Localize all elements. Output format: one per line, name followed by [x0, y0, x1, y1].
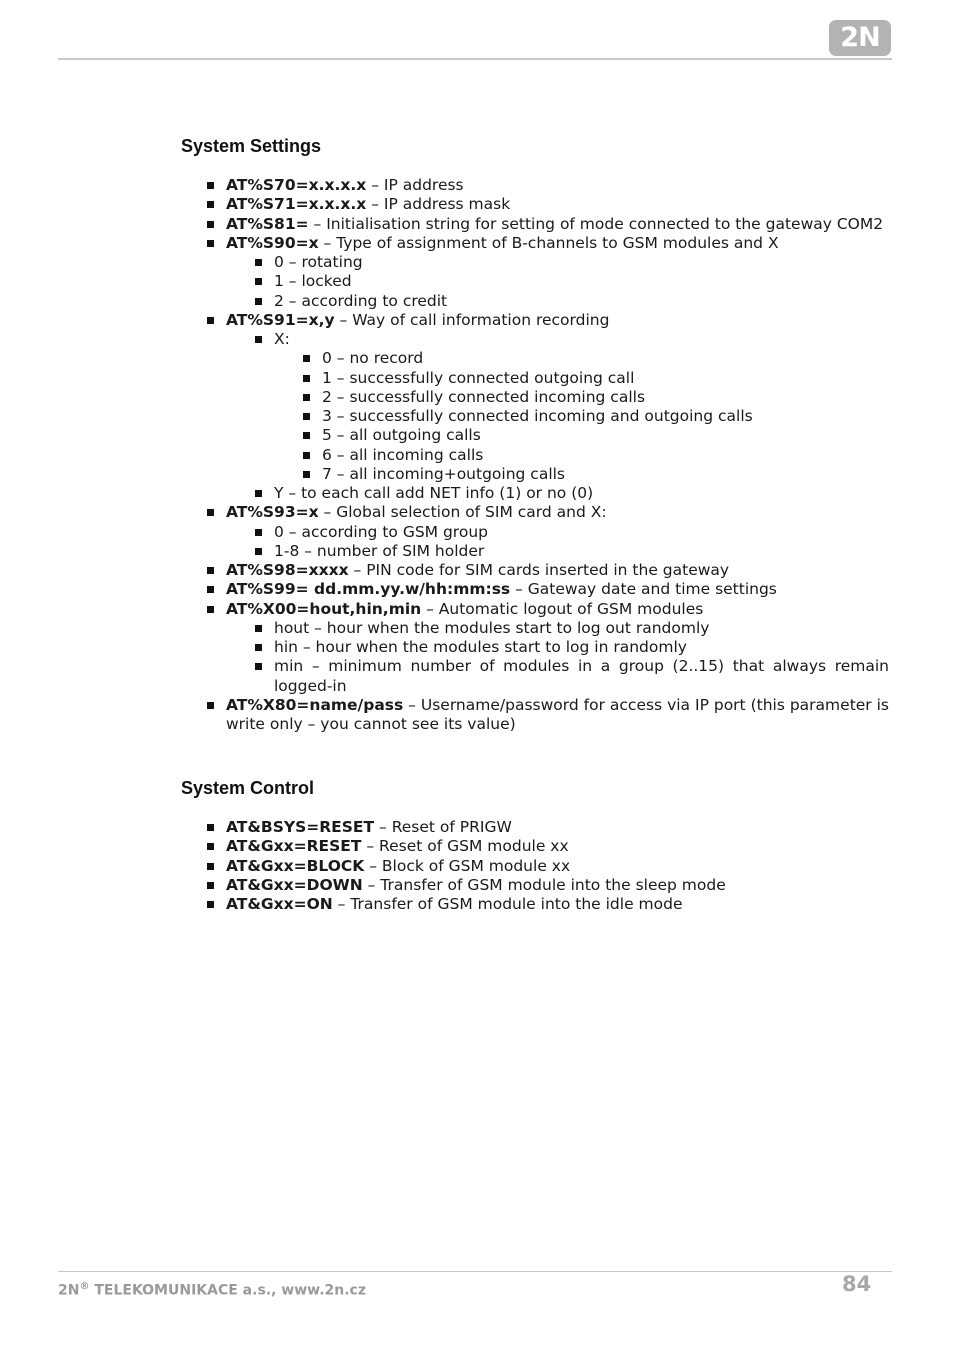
list-item — [181, 195, 889, 214]
company-logo — [829, 20, 891, 56]
bullet-icon — [207, 843, 214, 850]
page-number: 84 — [842, 1272, 872, 1296]
sub-list — [226, 619, 889, 696]
sub-list-item — [226, 330, 889, 484]
bullet-icon — [255, 490, 262, 497]
header-divider — [58, 58, 892, 60]
sub-list-item — [226, 523, 889, 542]
registered-mark: ® — [79, 1281, 90, 1292]
bullet-icon — [207, 824, 214, 831]
sub-list — [226, 253, 889, 311]
bullet-icon — [255, 278, 262, 285]
bullet-icon — [303, 394, 310, 401]
description: – Transfer of GSM module into the sleep mode — [362, 875, 726, 894]
command: AT%S99= dd.mm.yy.w/hh:mm:ss — [226, 580, 511, 599]
bullet-icon — [207, 221, 214, 228]
footer-divider — [58, 1271, 892, 1272]
sub-item-text: 1 – locked — [274, 272, 352, 291]
command: AT&Gxx=BLOCK — [226, 856, 365, 875]
sub-item-text: Y – to each call add NET info (1) or no (0) — [274, 484, 594, 502]
bullet-icon — [207, 882, 214, 889]
sub-item-text: hin – hour when the modules start to log in randomly — [274, 638, 687, 656]
command: AT%X80=name/pass — [226, 695, 404, 714]
command: AT%S98=xxxx — [226, 561, 349, 579]
sub-item-text: 2 – according to credit — [274, 291, 448, 310]
description: – Reset of GSM module xx — [361, 837, 569, 856]
bullet-icon — [303, 375, 310, 382]
bullet-icon — [255, 529, 262, 536]
list-item — [181, 176, 889, 195]
list-item — [181, 311, 889, 504]
description: – Transfer of GSM module into the idle mode — [332, 895, 683, 913]
description: – IP address — [366, 176, 464, 194]
sub-list — [226, 330, 889, 503]
nested-sub-list — [274, 349, 889, 484]
option-text: 1 – successfully connected outgoing call — [322, 368, 635, 387]
footer-company — [58, 1281, 366, 1299]
option-text: 3 – successfully connected incoming and outgoing calls — [322, 407, 753, 425]
sub-list-item — [226, 253, 889, 272]
nested-list-item — [274, 388, 889, 407]
option-text: 5 – all outgoing calls — [322, 426, 481, 445]
bullet-icon — [207, 509, 214, 516]
bullet-icon — [207, 182, 214, 189]
bullet-icon — [207, 606, 214, 613]
description: – Initialisation string for setting of mode connected to the gateway COM2 — [308, 214, 884, 233]
list-item — [181, 857, 889, 876]
sub-item-text: 0 – according to GSM group — [274, 522, 488, 541]
list-item — [181, 503, 889, 561]
system-control-list — [181, 818, 889, 914]
command: AT&Gxx=ON — [226, 895, 333, 913]
bullet-icon — [207, 901, 214, 908]
section-heading-system-control: System Control — [181, 778, 315, 798]
footer-company-rest: TELEKOMUNIKACE a.s., www.2n.cz — [89, 1282, 366, 1299]
bullet-icon — [255, 548, 262, 555]
command: AT%S90=x — [226, 233, 319, 252]
sub-list-item — [226, 484, 889, 503]
description: – PIN code for SIM cards inserted in the gateway — [348, 561, 730, 579]
bullet-icon — [207, 586, 214, 593]
bullet-icon — [303, 471, 310, 478]
description: – Automatic logout of GSM modules — [421, 599, 704, 618]
bullet-icon — [207, 201, 214, 208]
description: – Block of GSM module xx — [364, 856, 571, 875]
description: – Username/password for access via IP port (this parameter is write only – you cannot see its value) — [226, 695, 889, 733]
list-item — [181, 837, 889, 856]
bullet-icon — [207, 863, 214, 870]
description: – IP address mask — [366, 195, 511, 214]
description: – Reset of PRIGW — [374, 818, 512, 836]
sub-item-text: 1-8 – number of SIM holder — [274, 541, 485, 560]
command: AT%S71=x.x.x.x — [226, 195, 367, 214]
description: – Global selection of SIM card and X: — [318, 503, 607, 522]
bullet-icon — [255, 663, 262, 670]
command: AT%S81= — [226, 214, 309, 233]
sub-list — [226, 523, 889, 562]
list-item — [181, 234, 889, 311]
bullet-icon — [303, 413, 310, 420]
command: AT&BSYS=RESET — [226, 818, 375, 836]
section-heading-system-settings: System Settings — [181, 136, 322, 156]
sub-list-item — [226, 638, 889, 657]
nested-list-item — [274, 426, 889, 445]
option-text: 6 – all incoming calls — [322, 445, 484, 464]
nested-list-item — [274, 369, 889, 388]
bullet-icon — [255, 336, 262, 343]
sub-item-text: 0 – rotating — [274, 253, 363, 271]
list-item — [181, 580, 889, 599]
command: AT%S91=x,y — [226, 310, 335, 329]
footer-brand: 2N — [58, 1282, 80, 1299]
sub-list-item — [226, 657, 889, 696]
sub-list-item — [226, 542, 889, 561]
list-item — [181, 600, 889, 696]
sub-list-item — [226, 272, 889, 291]
logo-text: 2N — [840, 22, 880, 53]
bullet-icon — [207, 317, 214, 324]
command: AT%S93=x — [226, 503, 319, 522]
list-item — [181, 561, 889, 580]
bullet-icon — [255, 259, 262, 266]
list-item — [181, 696, 889, 735]
bullet-icon — [207, 702, 214, 709]
bullet-icon — [255, 298, 262, 305]
sub-item-text: hout – hour when the modules start to log out randomly — [274, 618, 710, 637]
bullet-icon — [207, 567, 214, 574]
description: – Gateway date and time settings — [510, 580, 777, 599]
list-item — [181, 876, 889, 895]
list-item — [181, 215, 889, 234]
option-text: 7 – all incoming+outgoing calls — [322, 464, 566, 483]
sub-list-item — [226, 292, 889, 311]
bullet-icon — [303, 355, 310, 362]
bullet-icon — [303, 432, 310, 439]
command: AT%X00=hout,hin,min — [226, 599, 422, 618]
bullet-icon — [255, 625, 262, 632]
system-settings-list — [181, 176, 889, 734]
nested-list-item — [274, 446, 889, 465]
description: – Type of assignment of B-channels to GSM modules and X — [318, 233, 779, 252]
sub-item-text: X: — [274, 330, 290, 348]
nested-list-item — [274, 407, 889, 426]
nested-list-item — [274, 465, 889, 484]
command: AT&Gxx=DOWN — [226, 875, 363, 894]
list-item — [181, 818, 889, 837]
list-item — [181, 895, 889, 914]
bullet-icon — [207, 240, 214, 247]
command: AT&Gxx=RESET — [226, 837, 362, 856]
sub-list-item — [226, 619, 889, 638]
option-text: 2 – successfully connected incoming calls — [322, 387, 646, 406]
sub-item-text: min – minimum number of modules in a group (2..15) that always remain logged-in — [274, 657, 889, 695]
nested-list-item — [274, 349, 889, 368]
description: – Way of call information recording — [334, 310, 610, 329]
command: AT%S70=x.x.x.x — [226, 176, 367, 194]
bullet-icon — [255, 644, 262, 651]
option-text: 0 – no record — [322, 349, 424, 368]
bullet-icon — [303, 452, 310, 459]
